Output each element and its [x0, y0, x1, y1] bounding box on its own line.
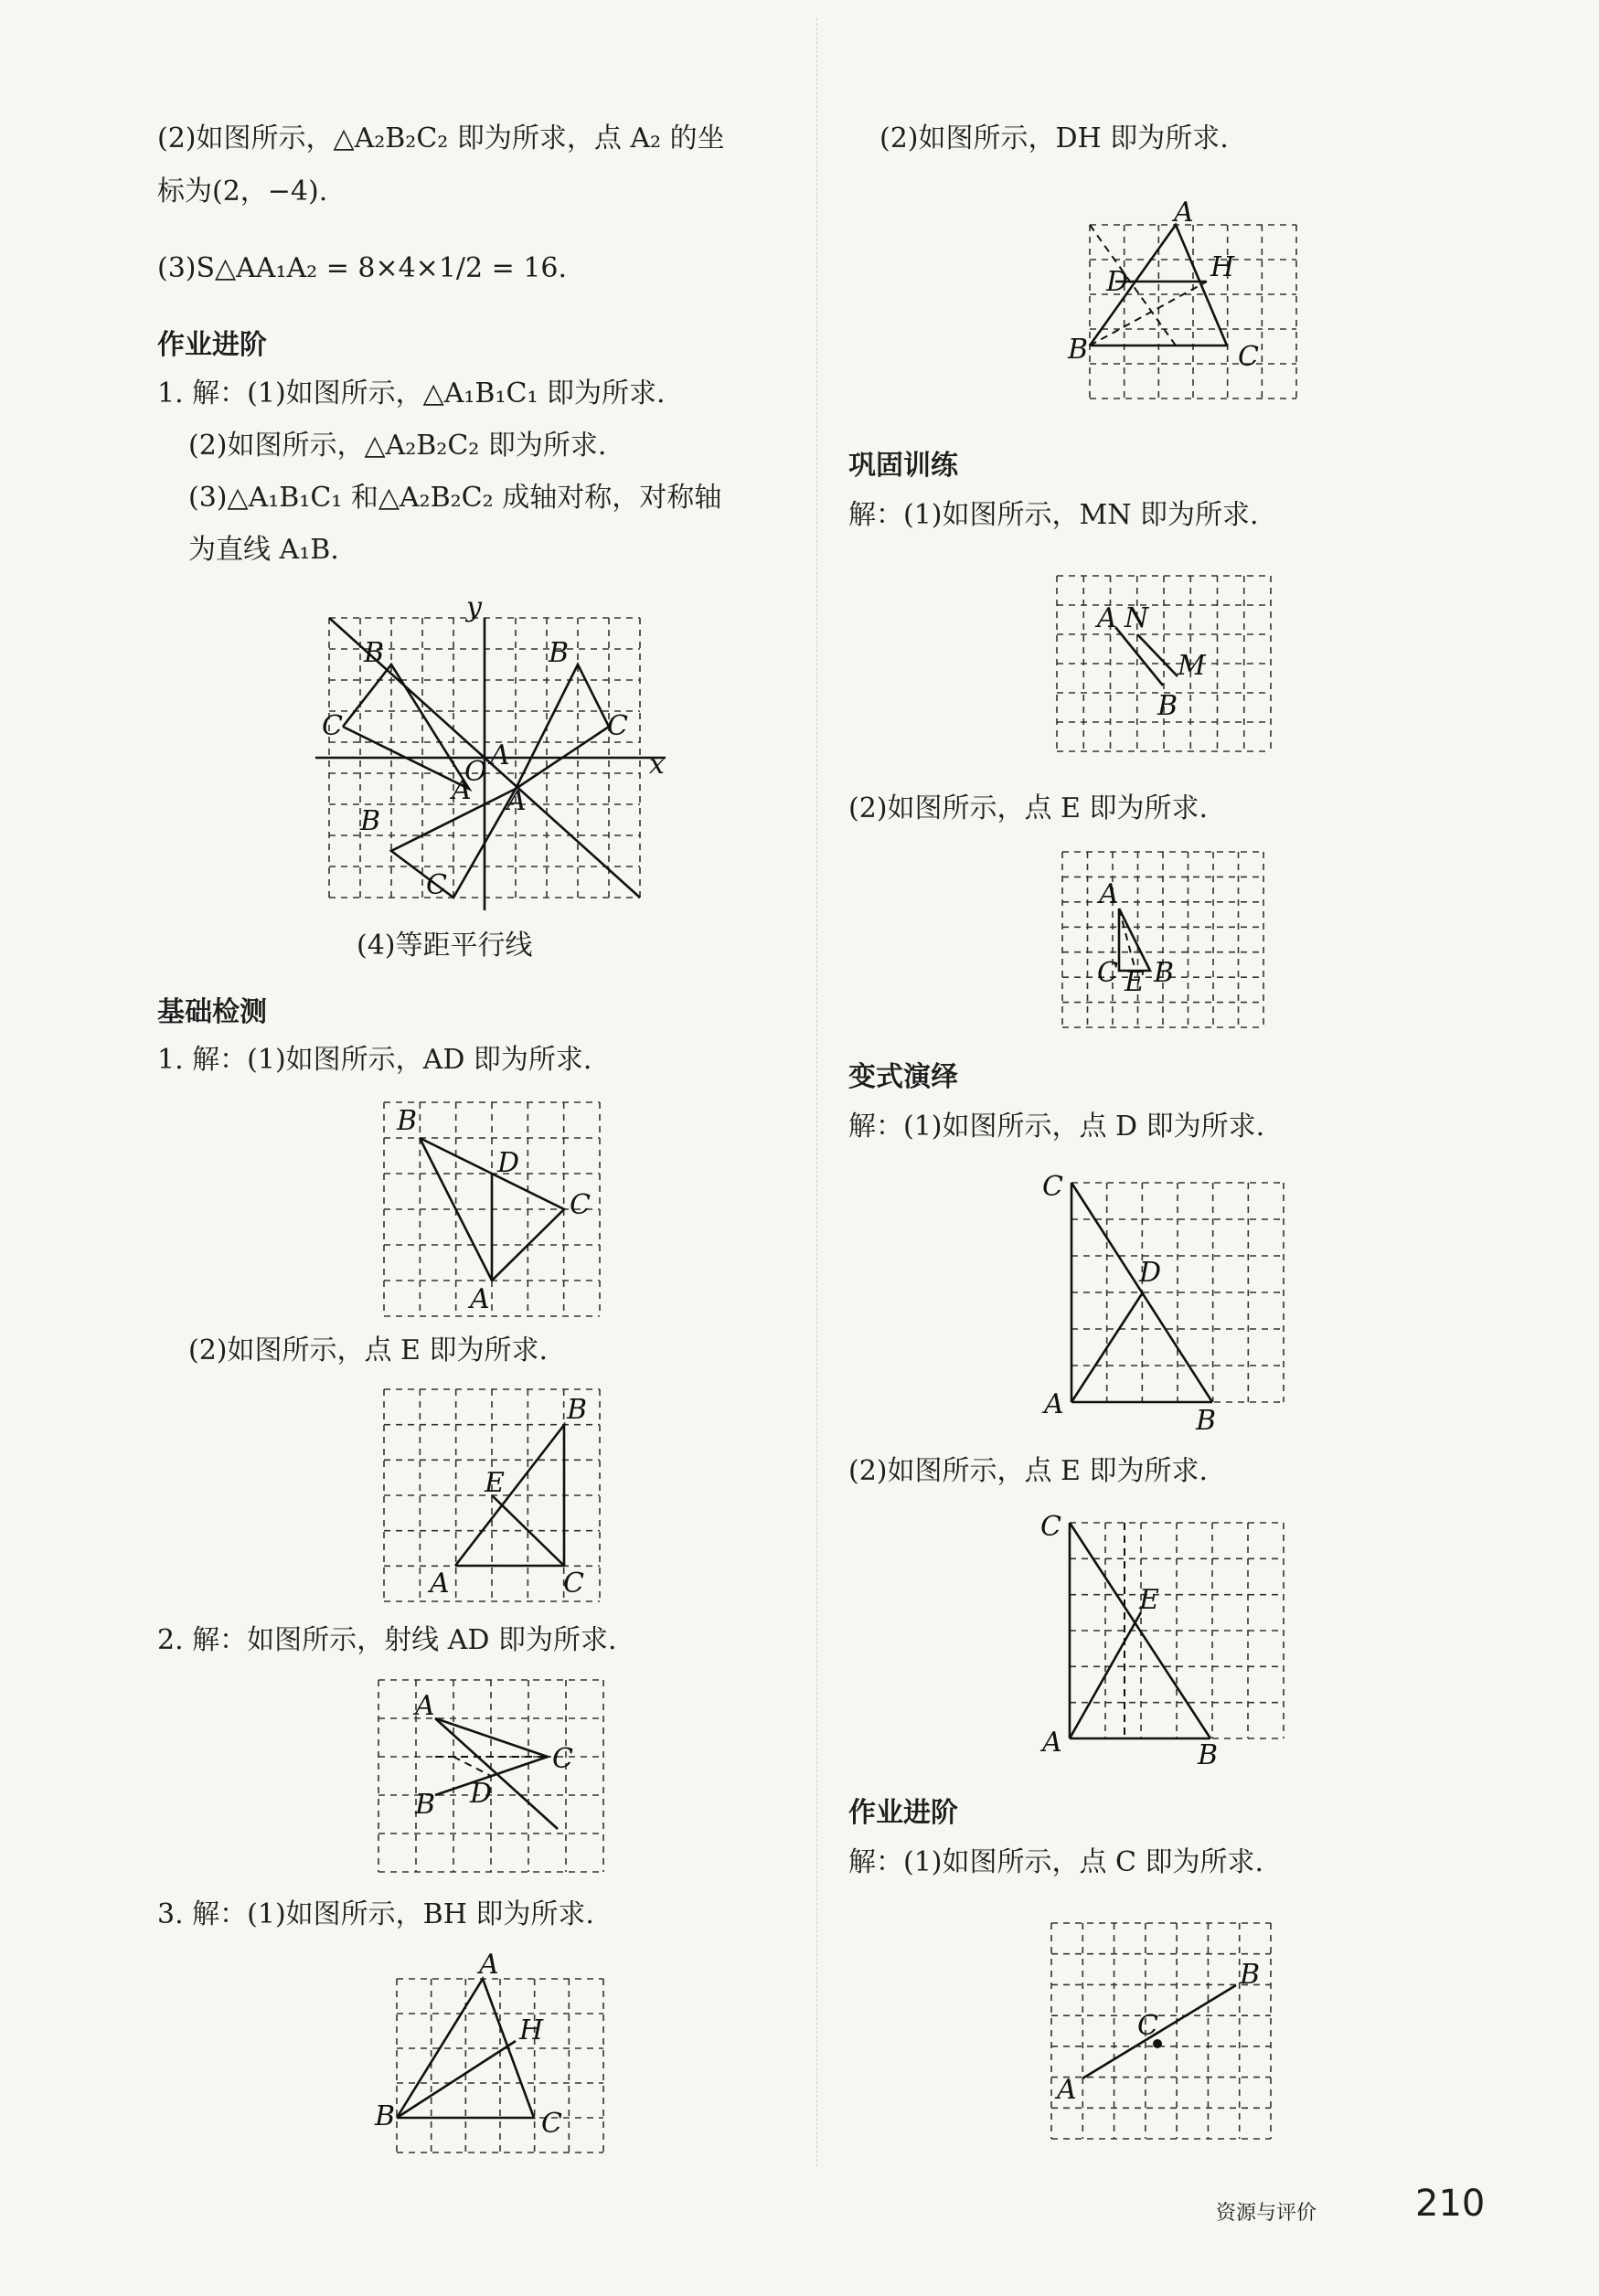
figure-point-E-small: [1062, 852, 1263, 1027]
label-C2: C: [426, 869, 447, 901]
label-N: N: [1125, 602, 1149, 634]
label-A: A: [490, 739, 510, 771]
label-D: D: [497, 1147, 520, 1179]
label-B: B: [415, 1789, 436, 1821]
text-l3: (3)S△AA₁A₂ = 8×4×1/2 = 16.: [157, 252, 568, 284]
text-l7: 为直线 A₁B.: [188, 534, 339, 566]
label-C: C: [1040, 1511, 1061, 1543]
label-D: D: [470, 1778, 493, 1810]
label-H: H: [1210, 251, 1235, 283]
label-E: E: [1139, 1584, 1159, 1616]
label-B: B: [1198, 1739, 1219, 1771]
heading-basic-test: 基础检测: [157, 996, 267, 1028]
label-D: D: [1106, 266, 1129, 298]
heading-homework-advanced: 作业进阶: [157, 329, 267, 361]
label-A: A: [1057, 2074, 1077, 2106]
label-B: B: [549, 637, 570, 669]
label-B: B: [1068, 334, 1089, 366]
label-C: C: [541, 2108, 562, 2140]
heading-consolidation: 巩固训练: [848, 450, 958, 482]
text-l2: 标为(2，−4).: [157, 175, 328, 207]
label-A: A: [1174, 197, 1194, 229]
text-r1: (2)如图所示，DH 即为所求.: [879, 122, 1229, 154]
text-r6: 解：(1)如图所示，点 C 即为所求.: [848, 1846, 1264, 1878]
page-number: 210: [1415, 2183, 1486, 2225]
figure-ray-AD: [378, 1680, 603, 1872]
label-B: B: [1240, 1959, 1261, 1991]
text-r3: (2)如图所示，点 E 即为所求.: [848, 792, 1209, 824]
figure-point-E: [384, 1389, 600, 1601]
label-M: M: [1178, 650, 1206, 682]
label-C: C: [1097, 957, 1118, 989]
label-C1: C: [322, 710, 343, 742]
label-B: B: [1154, 957, 1175, 989]
figure-segment-MN: [1057, 576, 1271, 751]
label-C: C: [570, 1189, 591, 1221]
label-E: E: [485, 1467, 505, 1499]
label-C: C: [1042, 1171, 1063, 1203]
text-r2: 解：(1)如图所示，MN 即为所求.: [848, 499, 1259, 531]
label-C: C: [552, 1743, 573, 1775]
label-origin: O: [464, 756, 487, 788]
label-A: A: [1097, 602, 1117, 634]
figure-point-E-variation: [1040, 1511, 1284, 1771]
footer-text: 资源与评价: [1216, 2202, 1317, 2225]
label-A: A: [415, 1690, 435, 1722]
text-l5: (2)如图所示，△A₂B₂C₂ 即为所求.: [188, 430, 607, 462]
label-D: D: [1139, 1257, 1162, 1289]
label-A: A: [479, 1949, 499, 1981]
text-r4: 解：(1)如图所示，点 D 即为所求.: [848, 1111, 1265, 1143]
label-B: B: [567, 1394, 588, 1426]
label-B: B: [397, 1105, 418, 1137]
label-B1: B: [364, 637, 385, 669]
text-l4: 1. 解：(1)如图所示，△A₁B₁C₁ 即为所求.: [157, 377, 666, 409]
label-A: A: [430, 1568, 450, 1600]
figure-point-C: [1051, 1923, 1271, 2139]
label-A: A: [1099, 878, 1119, 910]
label-A: A: [1044, 1388, 1064, 1420]
label-C: C: [1238, 341, 1259, 373]
label-y-axis: y: [466, 591, 482, 623]
label-E: E: [1125, 966, 1145, 998]
figure-triangle-AD: [384, 1102, 600, 1316]
figure-segment-DH: [1068, 197, 1296, 399]
label-B: B: [1157, 690, 1178, 722]
label-A2: A: [506, 785, 527, 817]
heading-variation: 变式演绎: [848, 1061, 958, 1093]
text-l1: (2)如图所示，△A₂B₂C₂ 即为所求，点 A₂ 的坐: [157, 122, 725, 154]
figure-caption: (4)等距平行线: [357, 930, 533, 962]
label-A: A: [1042, 1727, 1062, 1759]
text-l9: (2)如图所示，点 E 即为所求.: [188, 1334, 549, 1366]
label-A1: A: [452, 774, 472, 806]
text-l10: 2. 解：如图所示，射线 AD 即为所求.: [157, 1624, 617, 1656]
label-x-axis: x: [649, 749, 665, 781]
label-B2: B: [360, 805, 381, 837]
label-C: C: [607, 710, 628, 742]
label-C: C: [563, 1568, 584, 1600]
text-l11: 3. 解：(1)如图所示，BH 即为所求.: [157, 1898, 594, 1930]
label-A: A: [470, 1283, 490, 1315]
label-C: C: [1137, 2010, 1158, 2042]
text-l8: 1. 解：(1)如图所示，AD 即为所求.: [157, 1044, 592, 1076]
figure-coordinate-triangles: [322, 591, 665, 901]
figure-point-D: [1042, 1171, 1284, 1437]
heading-homework-advanced-2: 作业进阶: [848, 1797, 958, 1829]
text-r5: (2)如图所示，点 E 即为所求.: [848, 1455, 1209, 1487]
label-B: B: [375, 2100, 396, 2132]
column-divider: [816, 18, 817, 2166]
label-H: H: [519, 2014, 544, 2046]
text-l6: (3)△A₁B₁C₁ 和△A₂B₂C₂ 成轴对称，对称轴: [188, 482, 722, 514]
label-B: B: [1196, 1405, 1217, 1437]
figure-altitude-BH: [375, 1949, 603, 2152]
